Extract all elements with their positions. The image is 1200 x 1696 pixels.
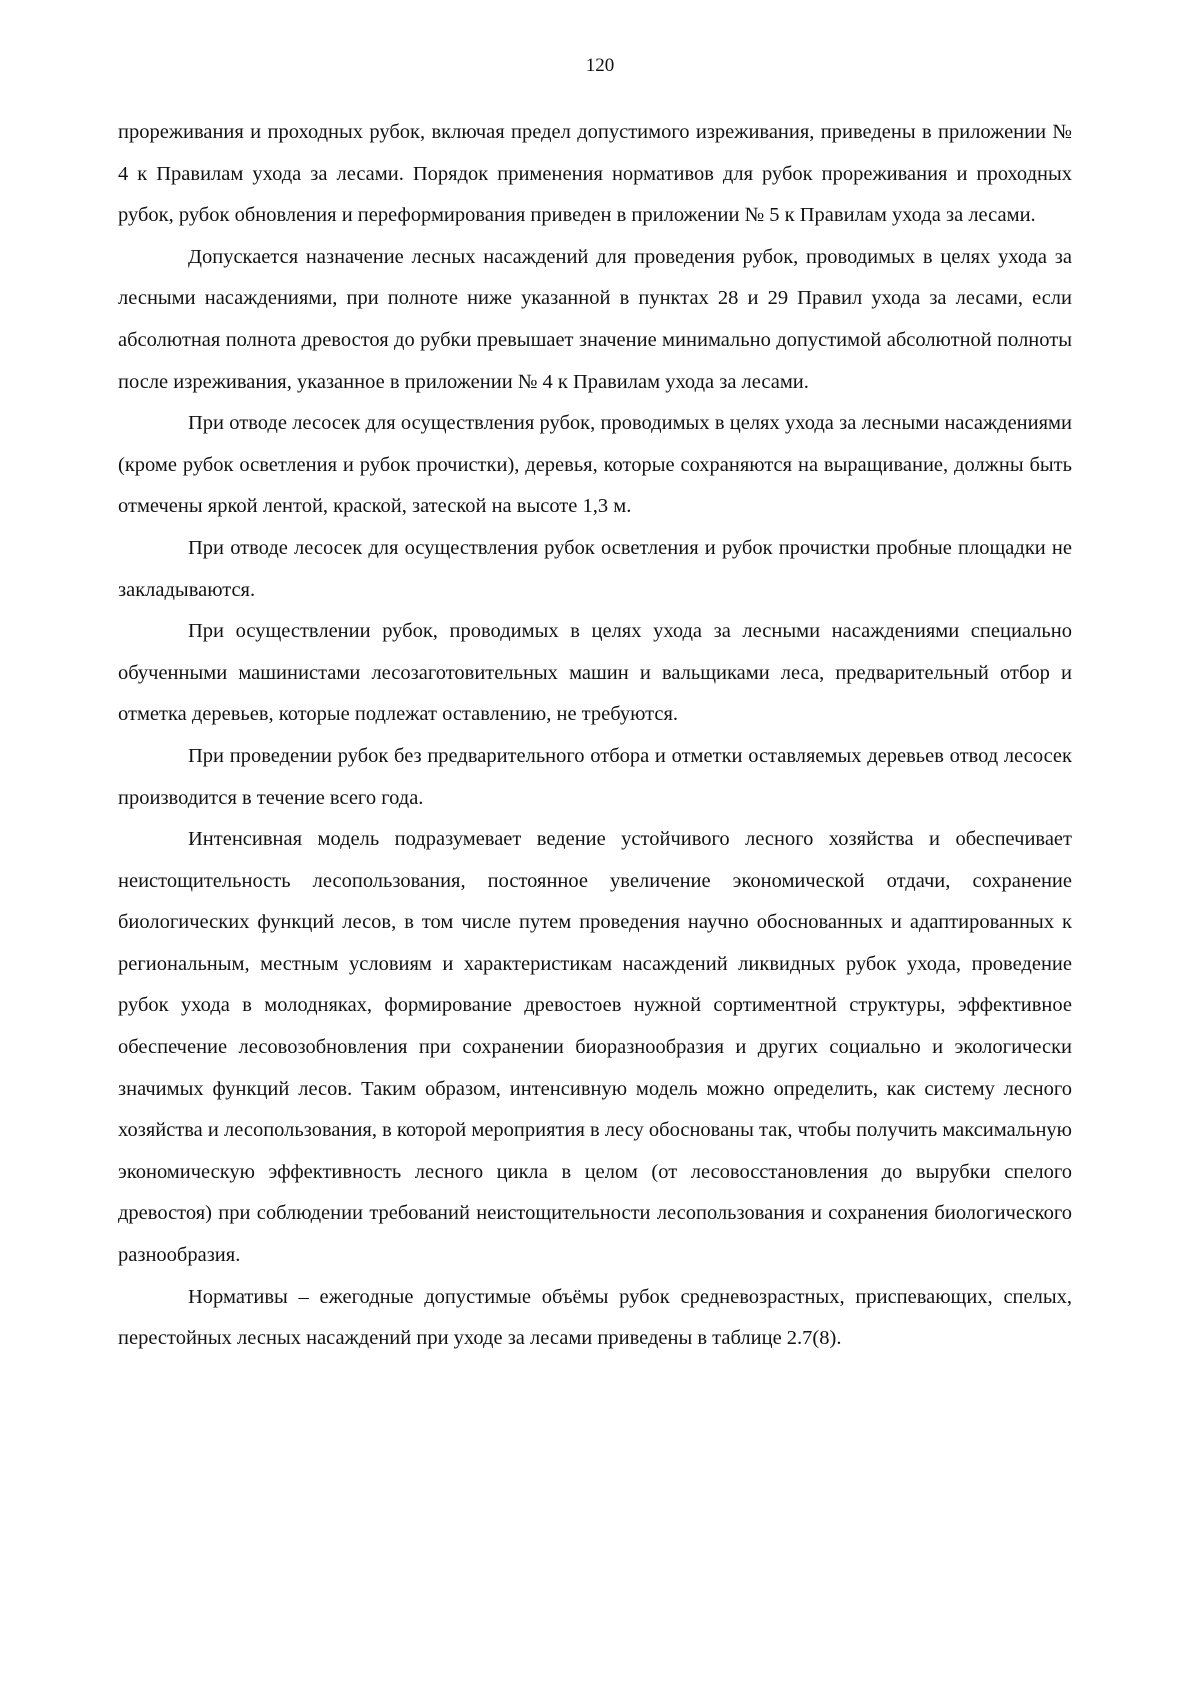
paragraph-standards-reference: Нормативы – ежегодные допустимые объёмы рубок средневозрастных, приспевающих, спелых, перестойных лесных насаждений при уходе за лесами приведены в таблице 2.7(8).: [118, 1285, 1072, 1350]
paragraph-density-assignment: Допускается назначение лесных насаждений для проведения рубок, проводимых в целях ухода за лесными насаждениями, при полноте ниже указанной в пунктах 28 и 29 Правил ухода за лесами, если абсолютная полнота древостоя до рубки превышает значение минимально допустимой абсолютной полноты после изреживания, указанное в приложении № 4 к Правилам ухода за лесами.: [118, 245, 1072, 393]
paragraph-sample-plots: При отводе лесосек для осуществления рубок осветления и рубок прочистки пробные площадки не закладываются.: [118, 536, 1072, 601]
paragraph-trained-operators: При осуществлении рубок, проводимых в целях ухода за лесными насаждениями специально обученными машинистами лесозаготовительных машин и вальщиками леса, предварительный отбор и отметка деревьев, которые подлежат оставлению, не требуются.: [118, 620, 1072, 726]
paragraph-continuation: прореживания и проходных рубок, включая предел допустимого изреживания, приведены в приложении № 4 к Правилам ухода за лесами. Порядок применения нормативов для рубок прореживания и проходных рубок, рубок обновления и переформирования приведен в приложении № 5 к Правилам ухода за лесами.: [118, 121, 1072, 227]
page-number: 120: [585, 55, 615, 76]
paragraph-allotment-period: При проведении рубок без предварительного отбора и отметки оставляемых деревьев отвод лесосек производится в течение всего года.: [118, 744, 1072, 809]
paragraph-intensive-model: Интенсивная модель подразумевает ведение устойчивого лесного хозяйства и обеспечивает неистощительность лесопользования, постоянное увеличение экономической отдачи, сохранение биологических функций лесов, в том числе путем проведения научно обоснованных и адаптированных к региональным, местным условиям и характеристикам насаждений ликвидных рубок ухода, проведение рубок ухода в молодняках, формирование древостоев нужной сортиментной структуры, эффективное обеспечение лесовозобновления при сохранении биоразнообразия и других социально и экологически значимых функций лесов. Таким образом, интенсивную модель можно определить, как систему лесного хозяйства и лесопользования, в которой мероприятия в лесу обоснованы так, чтобы получить максимальную экономическую эффективность лесного цикла в целом (от лесовосстановления до вырубки спелого древостоя) при соблюдении требований неистощительности лесопользования и сохранения биологического разнообразия.: [118, 828, 1072, 1267]
paragraph-tree-marking: При отводе лесосек для осуществления рубок, проводимых в целях ухода за лесными насаждениями (кроме рубок осветления и рубок прочистки), деревья, которые сохраняются на выращивание, должны быть отмечены яркой лентой, краской, затеской на высоте 1,3 м.: [118, 412, 1072, 518]
body-text: [118, 112, 1072, 1360]
